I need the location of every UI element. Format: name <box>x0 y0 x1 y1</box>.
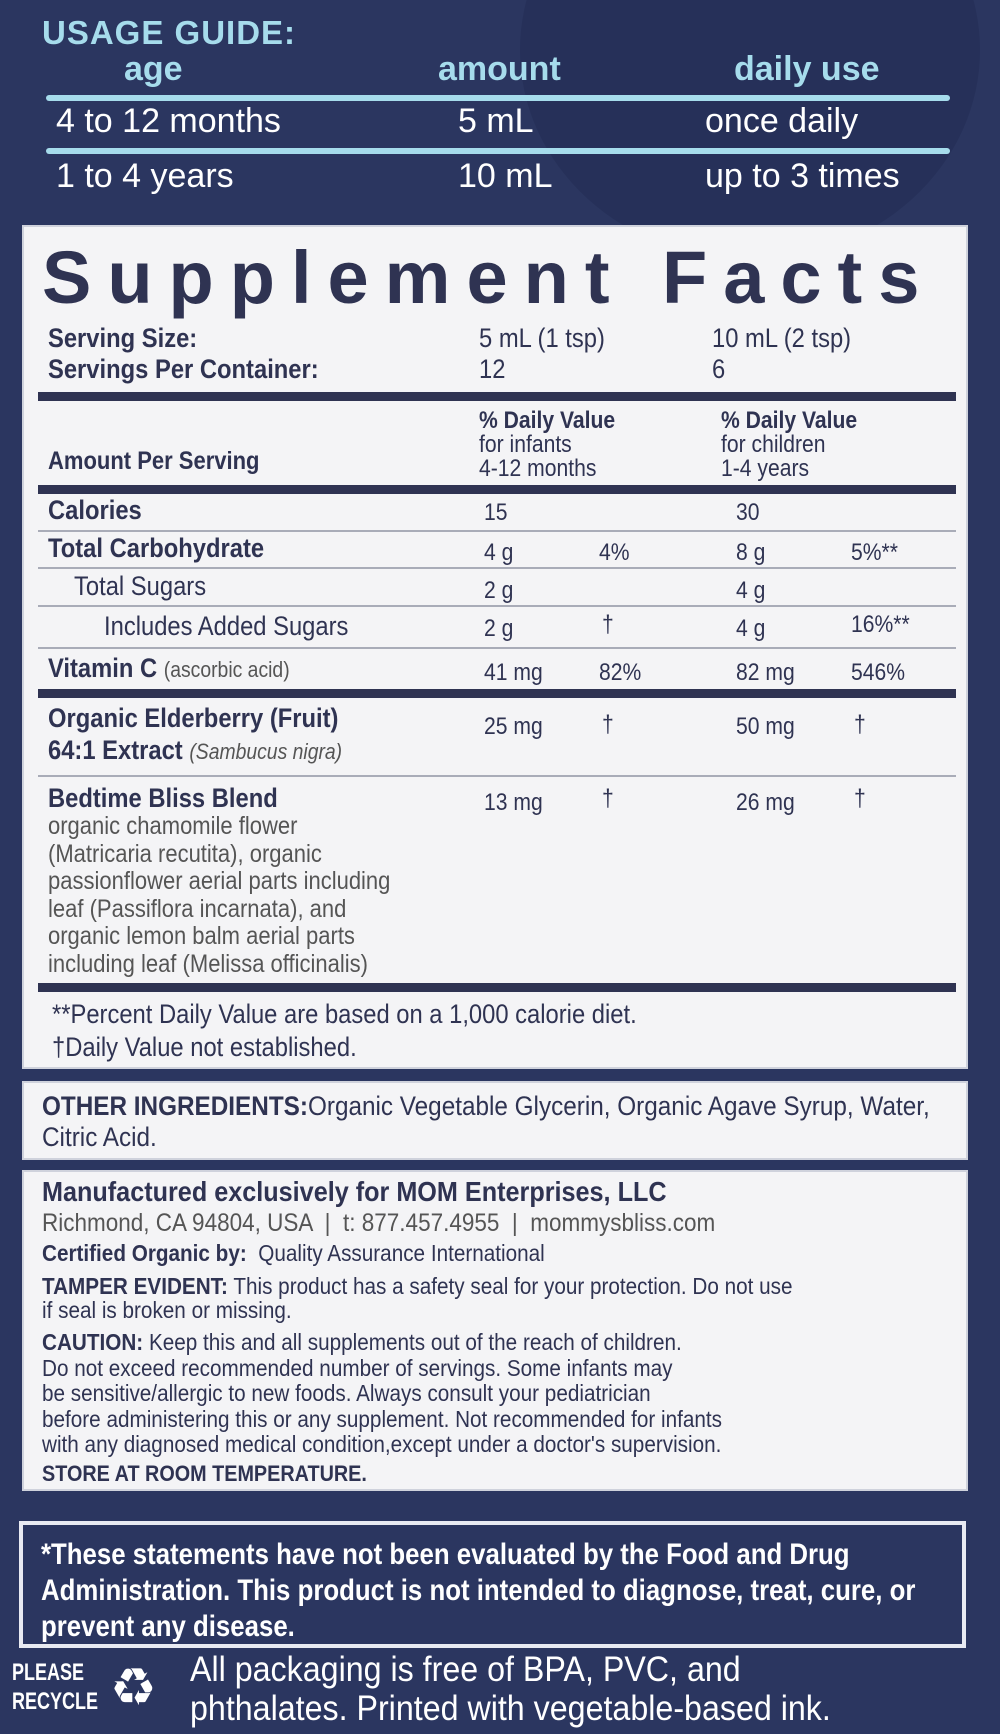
dv-child: 546% <box>851 659 906 686</box>
packaging-statement: All packaging is free of BPA, PVC, and phthalates. Printed with vegetable-based ink. <box>190 1650 831 1728</box>
dv-infant: † <box>602 711 614 738</box>
header-age: age <box>124 50 183 88</box>
other-ingredients-panel <box>22 1081 968 1160</box>
serving-size-label: Serving Size: <box>48 323 198 353</box>
dv-infant: 4% <box>599 539 630 566</box>
amount-infant: 13 mg <box>484 789 543 816</box>
dv-infant: † <box>602 611 614 638</box>
recycle-footer <box>0 1650 1000 1734</box>
row-label: Includes Added Sugars <box>104 611 349 641</box>
dv-infant: † <box>602 785 614 812</box>
amount-infant: 25 mg <box>484 713 543 740</box>
manufacturer-contact: Richmond, CA 94804, USA | t: 877.457.4955 | mommysbliss.com <box>42 1209 716 1237</box>
row-label: Total Carbohydrate <box>48 533 265 563</box>
dv-header-child: % Daily Value for children 1-4 years <box>721 407 858 482</box>
recycle-icon: ♻ <box>110 1659 157 1717</box>
usage-daily: up to 3 times <box>705 157 900 195</box>
amount-child: 26 mg <box>736 789 795 816</box>
usage-daily: once daily <box>705 102 859 140</box>
amount-infant: 2 g <box>484 577 514 604</box>
servings-child: 6 <box>712 354 726 384</box>
amount-child: 50 mg <box>736 713 795 740</box>
please-recycle: PLEASE RECYCLE <box>12 1659 99 1715</box>
blend-ingredients: organic chamomile flower (Matricaria recutita), organic passionflower aerial parts including leaf (Passiflora incarnata), and organic lemon balm aerial parts including leaf (Melissa officinalis) <box>48 812 391 978</box>
amount-per-serving: Amount Per Serving <box>48 447 260 475</box>
elderberry-extract: 64:1 Extract (Sambucus nigra) <box>48 735 343 765</box>
usage-age: 4 to 12 months <box>56 102 281 140</box>
row-label: Total Sugars <box>74 571 207 601</box>
dv-child: † <box>854 785 866 812</box>
blend-label: Bedtime Bliss Blend <box>48 783 278 813</box>
header-daily-use: daily use <box>734 50 880 88</box>
fda-disclaimer: *These statements have not been evaluated by the Food and Drug Administration. This product is not intended to diagnose, treat, cure, or prevent any disease. <box>19 1521 966 1648</box>
row-label: Vitamin C (ascorbic acid) <box>48 653 290 683</box>
usage-amount: 10 mL <box>458 157 553 195</box>
serving-size-child: 10 mL (2 tsp) <box>712 323 852 353</box>
dv-child: † <box>854 711 866 738</box>
serving-size-infant: 5 mL (1 tsp) <box>479 323 605 353</box>
dv-child: 5%** <box>851 539 898 566</box>
amount-child: 4 g <box>736 577 766 604</box>
thick-divider <box>38 983 956 992</box>
row-label: Calories <box>48 495 142 525</box>
manufacturer-name: Manufactured exclusively for MOM Enterprises, LLC <box>42 1176 667 1207</box>
divider <box>46 95 950 101</box>
divider <box>46 148 950 154</box>
thick-divider <box>38 689 956 698</box>
amount-child: 4 g <box>736 615 766 642</box>
amount-infant: 15 <box>484 499 508 526</box>
dv-child: 16%** <box>851 611 910 638</box>
amount-infant: 41 mg <box>484 659 543 686</box>
usage-age: 1 to 4 years <box>56 157 234 195</box>
amount-infant: 2 g <box>484 615 514 642</box>
dv-header-infant: % Daily Value for infants 4-12 months <box>479 407 616 482</box>
usage-amount: 5 mL <box>458 102 534 140</box>
thick-divider <box>38 392 956 401</box>
servings-infant: 12 <box>479 354 506 384</box>
thick-divider <box>38 485 956 494</box>
usage-guide-title: USAGE GUIDE: <box>42 14 297 51</box>
certified-organic: Certified Organic by: Quality Assurance International <box>42 1240 545 1266</box>
amount-child: 82 mg <box>736 659 795 686</box>
header-amount: amount <box>438 50 561 88</box>
footnote-dv: **Percent Daily Value are based on a 1,000 calorie diet. <box>52 999 637 1029</box>
divider <box>38 605 956 607</box>
divider <box>38 647 956 649</box>
supplement-facts-title: Supplement Facts <box>42 236 936 319</box>
divider <box>38 530 956 532</box>
servings-label: Servings Per Container: <box>48 354 319 384</box>
elderberry-label: Organic Elderberry (Fruit) <box>48 703 339 733</box>
footnote-dagger: †Daily Value not established. <box>52 1032 357 1062</box>
dv-infant: 82% <box>599 659 642 686</box>
storage-instructions: STORE AT ROOM TEMPERATURE. <box>42 1461 367 1486</box>
usage-guide <box>0 0 1000 220</box>
amount-child: 30 <box>736 499 760 526</box>
amount-infant: 4 g <box>484 539 514 566</box>
amount-child: 8 g <box>736 539 766 566</box>
divider <box>38 567 956 569</box>
tamper-evident: TAMPER EVIDENT: This product has a safety seal for your protection. Do not use if seal is broken or missing. <box>42 1273 793 1323</box>
supplement-facts-panel <box>22 225 968 1069</box>
manufacturer-panel <box>22 1170 968 1491</box>
divider <box>38 775 956 777</box>
caution: CAUTION: Keep this and all supplements out of the reach of children. Do not exceed recommended number of servings. Some infants may be sensitive/allergic to new foods. Always consult your pediatrician before administering this or any supplement. Not recommended for infants with any diagnosed medical condition,except under a doctor's supervision. <box>42 1329 723 1457</box>
other-ingredients: OTHER INGREDIENTS:Organic Vegetable Glycerin, Organic Agave Syrup, Water, Citric Acid. <box>42 1091 930 1152</box>
